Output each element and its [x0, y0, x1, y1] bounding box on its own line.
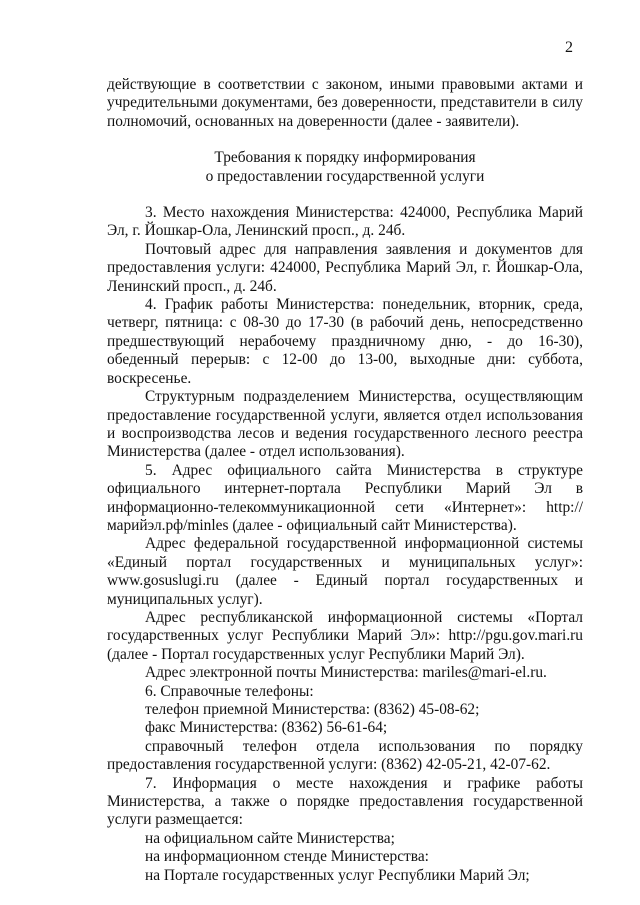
paragraph-republic-portal: Адрес республиканской информационной системы «Портал государственных услуг Республики Марий Эл»: http://pgu.gov.mari.ru (далее - Портал государственных услуг Республики Марий Эл). — [107, 608, 583, 663]
paragraph-6-phones: 6. Справочные телефоны: — [145, 682, 314, 700]
phone-fax: факс Министерства: (8362) 56-61-64; — [145, 719, 388, 737]
paragraph-postal-address: Почтовый адрес для направления заявления и документов для предоставления услуги: 424000, Республика Марий Эл, г. Йошкар-Ола, Ленинский просп., д. 24б. — [107, 240, 583, 295]
placement-info-stand: на информационном стенде Министерства: — [145, 848, 429, 866]
page-number: 2 — [565, 39, 573, 56]
intro-paragraph: действующие в соответствии с законом, иными правовыми актами и учредительными документами, без доверенности, представители в силу полномочий, основанных на доверенности (далее - заявители). — [107, 76, 583, 130]
paragraph-5-official-site: 5. Адрес официального сайта Министерства в структуре официального интернет-портала Республики Марий Эл в информационно-телекоммуникационной сети «Интернет»: http://марийэл.рф/minles (далее - официальный сайт Министерства). — [107, 461, 583, 534]
paragraph-federal-portal: Адрес федеральной государственной информационной системы «Единый портал государственных и муниципальных услуг»: www.gosuslugi.ru (далее - Единый портал государственных и муниципальных услуг). — [107, 535, 583, 608]
phone-reference: справочный телефон отдела использования по порядку предоставления государственной услуги: (8362) 42-05-21, 42-07-62. — [107, 737, 583, 774]
paragraph-7-information: 7. Информация о месте нахождения и графике работы Министерства, а также о порядке предоставления государственной услуги размещается: — [107, 774, 583, 829]
paragraph-3-location: 3. Место нахождения Министерства: 424000, Республика Марий Эл, г. Йошкар-Ола, Ленинский просп., д. 24б. — [107, 204, 583, 240]
section-heading-line-2: о предоставлении государственной услуги — [205, 167, 485, 185]
paragraph-email: Адрес электронной почты Министерства: mariles@mari-el.ru. — [145, 664, 547, 682]
paragraph-4-schedule: 4. График работы Министерства: понедельник, вторник, среда, четверг, пятница: с 08-30 до 17-30 (в рабочий день, непосредственно предшествующий нерабочему праздничному дню, - до 16-30), обеденный перерыв: с 12-00 до 13-00, выходные дни: суббота, воскресенье. — [107, 296, 583, 387]
placement-official-site: на официальном сайте Министерства; — [145, 829, 395, 847]
paragraph-structural-unit: Структурным подразделением Министерства, осуществляющим предоставление государственной услуги, является отдел использования и воспроизводства лесов и ведения государственного лесного реестра Министерства (далее - отдел использования). — [107, 388, 583, 461]
document-body — [107, 76, 583, 885]
section-heading — [107, 149, 583, 186]
placement-portal: на Портале государственных услуг Республики Марий Эл; — [145, 866, 530, 884]
phone-reception: телефон приемной Министерства: (8362) 45-08-62; — [145, 701, 480, 718]
section-heading-line-1: Требования к порядку информирования — [214, 149, 476, 167]
